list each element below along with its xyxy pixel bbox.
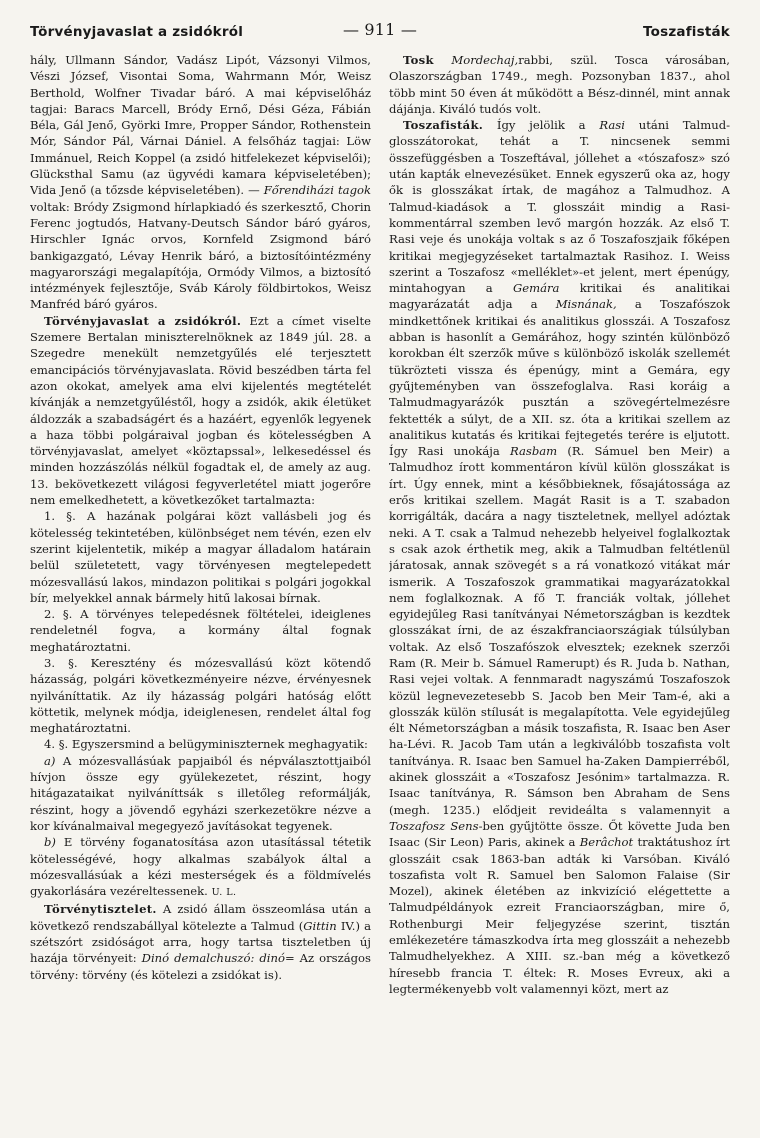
two-column-body — [30, 52, 730, 1124]
page-number: — 911 — — [342, 20, 418, 39]
italic-term: Főrendiházi tagok — [263, 183, 371, 198]
entry-headword: Tosk — [403, 53, 434, 67]
paragraph-members: hály, Ullmann Sándor, Vadász Lipót, Vázsonyi Vilmos, Vészi József, Visontai Soma, Wahrmann Mór, Weisz Berthold, Wolfner Tivadar báró. A mai képviselőház tagjai: Baracs Marcell, Bródy Ernő, Dési Géza, Fábián Béla, Gál Jenő, Györki Imre, Propper Sándor, Rothenstein Mór, Sándor Pál, Várnai Dániel. A felsőház tagjai: Löw Immánuel, Reich Koppel (a zsidó hitfelekezet képviselői); Glücksthal Samu (az ügyvédi kamara képviseletében); Vida Jenő (a tőzsde képviseletében). — Főrendiházi tagok voltak: Bródy Zsigmond hírlapkiadó és szerkesztő, Chorin Ferenc jogtudós, Hatvany-Deutsch Sándor báró gyáros, Hirschler Ignác orvos, Kornfeld Zsigmond báró bankigazgató, Lévay Henrik báró, a biztosítóintézmény magyarországi megalapítója, Ormódy Vilmos, a biztosító intézmények fejlesztője, Sváb Károly földbirtokos, Weisz Manfréd báró gyáros. — [30, 53, 371, 312]
entry-toszafistak: Toszafisták. Így jelölik a Rasi utáni Talmud-glosszátorokat, tehát a T. nincsenek semmi összefüggésben a Toszeftával, jóllehet a «tószafosz» szó után kapták elnevezésüket. Ennek egyszerű oka az, hogy ők is glosszákat írtak, de magához a Talmudhoz. A Talmud-kiadások a T. glosszáit mindig a Rasi-kommentárral szemben levő margón hozzák. Az első T. Rasi veje és unokája voltak s az ő Toszafoszjaik főképen kritikai megjegyzéseket tartalmaztak Rasihoz. I. Weiss szerint a Toszafosz «melléklet»-et jelent, mert épenúgy, mintahogyan a Gemára kritikai és analitikai magyarázatát adja a Misnának, a Toszafószok mindkettőnek kritikai és analitikus glosszái. A Toszafosz abban is hasonlít a Gemárához, hogy szintén különböző korokban élt szerzők műve s különböző iskolák szellemét tükrözteti vissza és épenúgy, mint a Gemára, egy gyűjteményben van összefoglalva. Rasi koráig a Talmudmagyarázók pusztán a szövegértelmezésre fektették a súlyt, de a XII. sz. óta a kritikai szellem az analitikus kutatás és kritikai fejtegetés terére is eljutott. Így Rasi unokája Rasbam (R. Sámuel ben Meir) a Talmudhoz írott kommentáron kívül külön glosszákat is írt. Úgy ennek, mint a későbbieknek, fősajátossága az erős kritikai szellem. Magát Rasit is a T. szabadon korrigálták, dacára a nagy tiszteletnek, mellyel adóztak neki. A T. csak a Talmud nehezebb helyeivel foglalkoztak s csak azok érthetik meg, akik a Talmudban feltétlenül járatosak, annak szövegét s a rá vonatkozó vitákat már ismerik. A Toszafoszok grammatikai magyarázatokkal nem foglalkoznak. A fő T. franciák voltak, jóllehet egyidejűleg Rasi tanítványai Németországban is kezdtek glosszákat írni, de az északfranciaországiak túlsúlyban voltak. Az első Toszafószok elvesztek; ezeknek szerzői Ram (R. Meir b. Sámuel Ramerupt) és R. Juda b. Nathan, Rasi vejei voltak. A fennmaradt nagyszámú Toszafoszok közül legnevezetesebb S. Jacob ben Meir Tam-é, aki a glosszák külön stílusát is megalapította. Vele egyidejűleg élt Németországban a másik toszafista, R. Isaac ben Aser ha-Lévi. R. Jacob Tam után a legkiválóbb toszafista volt tanítványa. R. Isaac ben Samuel ha-Zaken Dampierréből, akinek glosszáit a «Toszafosz Jesónim» tartalmazza. R. Isaac tanítványa, R. Sámson ben Abraham de Sens (megh. 1235.) elődjeit revideálta s valamennyit a Toszafosz Sens-ben gyűjtötte össze. Őt követte Juda ben Isaac (Sir Leon) Paris, akinek a Berâchot traktátushoz írt glosszáit csak 1863-ban adták ki Varsóban. Kiváló toszafista volt R. Samuel ben Salomon Falaise (Sir Mozel), akinek életében az inkvizíció elégettette a Talmudpéldányok ezreit Franciaországban, mire ő, Rothenburgi Meir feljegyzése szerint, tisztán emlékezetére támaszkodva írta meg glosszáit a nehezebb Talmudhelyekhez. A XIII. sz.-ban még a következő híresebb francia T. éltek: R. Moses Evreux, aki a legtermékenyebb volt valamennyi közt, mert az — [389, 118, 730, 996]
law-section-1: 1. §. A hazának polgárai közt vallásbeli jog és kötelesség tekintetében, különbséget nem tévén, ezen elv szerint kijelentetik, mikép a magyar álladalom határain belül születetett, vagy törvényesen megtelepedett mózesvallású lakos, mindazon politikai s polgári jogokkal bír, melyekkel annak bármely hitű lakosai bírnak. — [30, 509, 371, 605]
law-section-2: 2. §. A törvényes telepedésnek föltételei, ideiglenes rendeletnél fogva, a kormány által fognak meghatároztatni. — [30, 607, 371, 654]
entry-tosk: Tosk Mordechaj,rabbi, szül. Tosca városában, Olaszországban 1749., megh. Pozsonyban 1837., ahol több mint 50 éven át működött a Bész-dinnél, mint annak dájánja. Kiváló tudós volt. — [389, 53, 730, 116]
header-left-title: Törvényjavaslat a zsidókról — [30, 24, 244, 40]
left-column — [30, 52, 371, 1124]
entry-torvenytisztelet: Törvénytisztelet. A zsidó állam összeomlása után a következő rendszabállyal kötelezte a Talmud (Gittin IV.) a szétszórt zsidóságot arra, hogy tartsa tiszteletben új hazája törvényeit: Dinó demalchuszó: dinó= Az országos törvény: törvény (és kötelezi a zsidókat is). — [30, 902, 371, 982]
entry-torvenyjavaslat: Törvényjavaslat a zsidókról. Ezt a címet viselte Szemere Bertalan miniszterelnöknek az 1849 júl. 28. a Szegedre menekült nemzetgyűlés elé terjesztett emancipációs törvényjavaslata. Rövid beszédben tárta fel azon okokat, amelyek ama elvi kijelentés megtételét kívánják a nemzetgyűléstől, hogy a zsidók, akik életüket áldozzák a szabadságért és a hazáért, egyenlők legyenek a haza többi polgáraival jogban és kötelességben A törvényjavaslat, amelyet «köztapssal», lelkesedéssel és minden hozzászólás nélkül fogadtak el, de amely az aug. 13. bekövetkezett világosi fegyverletétel miatt jogerőre nem emelkedhetett, a következőket tartalmazta: — [30, 313, 371, 508]
law-subsection-b: b) E törvény foganatosítása azon utasítással tétetik kötelességévé, hogy alkalmas szabályok által a mózesvallásúak a kézi mesterségek és a földmívelés gyakorlására vezéreltessenek. U. L. — [30, 835, 371, 899]
law-section-4: 4. §. Egyszersmind a belügyminiszternek meghagyatik: — [44, 737, 368, 752]
header-right-title: Toszafisták — [643, 24, 730, 40]
law-section-3: 3. §. Keresztény és mózesvallású közt kötendő házasság, polgári következményeire nézve, érvényesnek nyilváníttatik. Az ily házasság polgári hatóság előtt köttetik, melynek módja, ideiglenesen, rendelet által fog meghatároztatni. — [30, 655, 371, 736]
entry-headword: Törvénytisztelet. — [44, 902, 157, 917]
entry-headword: Toszafisták. — [403, 118, 484, 133]
running-header — [24, 18, 736, 42]
law-subsection-a: a) A mózesvallásúak papjaiból és népválasztottjaiból hívjon össze egy gyülekezetet, részint, hogy hitágazataikat nyilváníttsák s illetőleg reformálják, részint, hogy a jövendő egyházi szerkezetökre nézve a kor kívánalmaival megegyező javításokat tegyenek. — [30, 753, 371, 833]
right-column — [389, 52, 730, 1124]
author-signature: U. L. — [211, 887, 237, 899]
entry-headword: Törvényjavaslat a zsidókról. — [44, 313, 242, 328]
quote-phrase: Dinó demalchuszó: dinó — [141, 951, 285, 966]
